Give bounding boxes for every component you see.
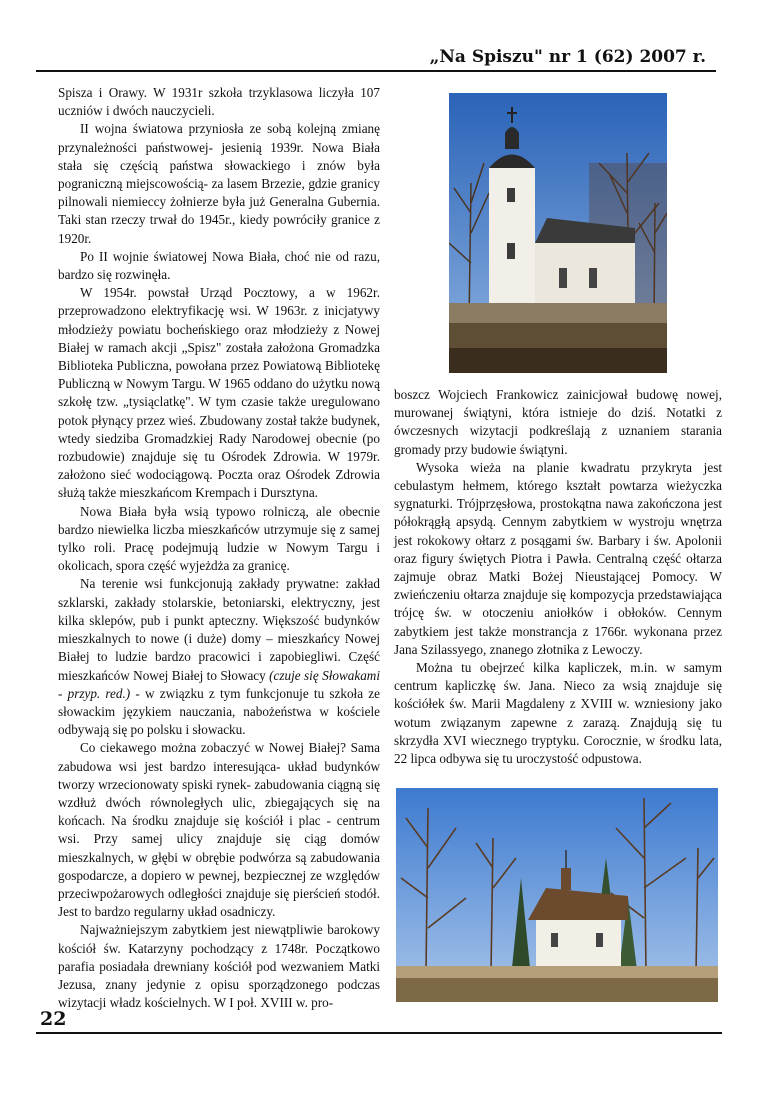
paragraph: Można tu obejrzeć kilka kapliczek, m.in. w samym centrum kapliczkę św. Jana. Nieco za wsią znajduje się kościółek św. Marii Magdaleny z XVIII w. wzniesiony jako wotum związanym zapewne z zarazą. Znajdują się tu skrzydła XVI wiecznego tryptyku. Corocznie, w środku lata, 22 lipca odbywa się tu uroczystość odpustowa. <box>394 660 722 767</box>
paragraph <box>58 575 380 739</box>
church-photo <box>449 93 667 373</box>
chapel-photo <box>396 788 718 1002</box>
church-illustration <box>449 93 667 373</box>
paragraph: Co ciekawego można zobaczyć w Nowej Białej? Sama zabudowa wsi jest bardzo interesująca- układ budynków tworzy wrzecionowaty spiski rynek- zabudowania ciągną się wzdłuż dwóch równoległych ulic, zbiegających się na końcach. Na środku znajduje się kościół i plac - centrum wsi. Przy samej ulicy znajduje się ciąg domów mieszkalnych, w głębi w obrębie podwórza są zabudowania gospodarcze, a dopiero w pewnej, bezpiecznej ze względów przeciwpożarowych odległości znajduje się pierścień stodół. Jest to bardzo regularny układ osadniczy. <box>58 740 380 920</box>
paragraph: Po II wojnie światowej Nowa Biała, choć nie od razu, bardzo się rozwinęła. <box>58 248 380 283</box>
page-number: 22 <box>40 1008 67 1030</box>
chapel-illustration <box>396 788 718 1002</box>
paragraph-text: - w związku z tym funkcjonuje tu szkoła ze słowackim językiem nauczania, nabożeństwa w kościele odbywają się po polsku i słowacku. <box>58 685 380 738</box>
paragraph: Najważniejszym zabytkiem jest niewątpliwie barokowy kościół św. Katarzyny pochodzący z 1748r. Początkowo parafia posiadała drewniany kościół pod wezwaniem Matki Jezusa, znany jedynie z opisu sporządzonego podczas wizytacji władz kościelnych. W I poł. XVIII w. pro- <box>58 922 380 1011</box>
left-text-column <box>58 84 380 1012</box>
footer-rule <box>36 1032 722 1034</box>
header-title: „Na Spiszu" nr 1 (62) 2007 r. <box>429 47 706 67</box>
paragraph: Nowa Biała była wsią typowo rolniczą, ale obecnie bardzo niewielka liczba mieszkańców utrzymuje się z samej tylko roli. Pracę podejmują ludzie w Nowym Targu i okolicach, spora część wyjeżdża za granicę. <box>58 503 380 574</box>
paragraph: II wojna światowa przyniosła ze sobą kolejną zmianę przynależności państwowej- jesienią 1939r. Nowa Biała stała się częścią państwa słowackiego i znów była pograniczną miejscowością- za lasem Brzezie, gdzie granicy pilnowali niemieccy żołnierze była już Generalna Gubernia. Taki stan rzeczy trwał do 1945r., kiedy powróciły granice z 1920r. <box>58 121 380 246</box>
paragraph: Spisza i Orawy. W 1931r szkoła trzyklasowa liczyła 107 uczniów i dwóch nauczycieli. <box>58 85 380 119</box>
paragraph: Wysoka wieża na planie kwadratu przykryta jest cebulastym hełmem, którego kształt powtarza wieżyczka sygnaturki. Trójprzęsłowa, prostokątna nawa zakończona jest półokrągłą apsydą. Cennym zabytkiem w wystroju wnętrza jest rokokowy ołtarz z posągami św. Barbary i św. Apolonii oraz figury świętych Piotra i Pawła. Centralną część ołtarza zajmuje obraz Matki Bożej Nieustającej Pomocy. W zwieńczeniu ołtarza znajduje się kompozycja przedstawiająca trójcę św. w otoczeniu aniołków i obłoków. Cennym zabytkiem jest także monstrancja z 1766r. wykonana przez Jana Szilassyego, znanego złotnika z Lewoczy. <box>394 459 722 657</box>
running-header <box>36 44 716 72</box>
paragraph: W 1954r. powstał Urząd Pocztowy, a w 1962r. przeprowadzono elektryfikację wsi. W 1963r. z inicjatywy młodzieży powiatu bocheńskiego oraz młodzieży z Nowej Białej w ramach akcji „Spisz" została założona Gromadzka Biblioteka Publiczna, powołana przez Powiatową Bibliotekę Publiczną w Nowym Targu. W 1965 oddano do użytku nową szkołę tzw. „tysiąclatkę". W tym czasie także uregulowano potok płynący przez wieś. Zbudowany został także budynek, wtedy siedziba Gromadzkiej Rady Narodowej obecnie (po rozbudowie) znajduje się tu Ośrodek Zdrowia. W 1979r. założono sieć wodociągową. Poczta oraz Ośrodek Zdrowia służą także mieszkańcom Krempach i Dursztyna. <box>58 285 380 501</box>
right-text-column <box>394 386 722 768</box>
paragraph: boszcz Wojciech Frankowicz zainicjował budowę nowej, murowanej świątyni, która istnieje do dziś. Notatki z ówczesnych wizytacji podkreślają z uznaniem starania gromady przy budowie świątyni. <box>394 387 722 457</box>
editor-note: (czuje się Słowakami - przyp. red.) <box>58 667 380 701</box>
paragraph-text: Na terenie wsi funkcjonują zakłady prywatne: zakład szklarski, zakłady stolarskie, betoniarski, elektryczny, jest kilka sklepów, pub i punkt apteczny. Większość budynków mieszkalnych to nowe (i duże) domy – mieszkańcy Nowej Białej to ludzie bardzo pracowici i zapobiegliwi. Część mieszkańców Nowej Białej to Słowacy <box>58 576 380 683</box>
